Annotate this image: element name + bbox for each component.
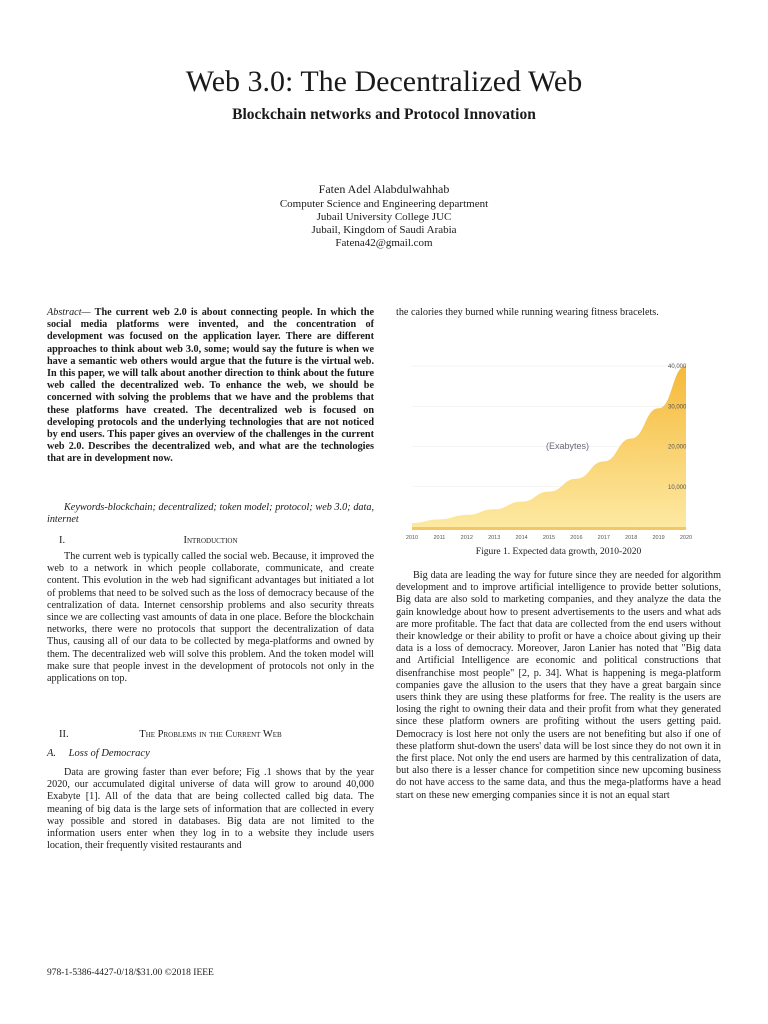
author-name: Faten Adel Alabdulwahhab (318, 182, 450, 196)
figure-data-growth (406, 352, 698, 542)
paper-subtitle: Blockchain networks and Protocol Innovation (232, 106, 536, 123)
section-title: Introduction (183, 535, 238, 546)
x-tick-label: 2017 (597, 535, 610, 541)
copyright-footer: 978-1-5386-4427-0/18/$31.00 ©2018 IEEE (47, 968, 214, 978)
x-tick-label: 2014 (515, 535, 528, 541)
section-number: II. (59, 729, 69, 740)
paper-title: Web 3.0: The Decentralized Web (185, 65, 583, 98)
loss-of-democracy-paragraph: Data are growing faster than ever before; Fig .1 shows that by the year 2020, our accumulated digital universe of data will grow to around 40,000 Exabyte [1]. All of the data that are being collected called big data. The meaning of big data is the large sets of information that are collected in every way possible and stored in databases. Big data are not limited to the information users enter when they log in to a website they include users location, their frequently visited restaurants and (47, 767, 374, 852)
area-base-band (412, 527, 686, 530)
intro-paragraph: The current web is typically called the social web. Because, it improved the web to a network in which people collaborate, communicate, and create content. This evolution in the web had significant advantages but initiated a lot of problems that need to be solved such as the loss of democracy because of the centralization of data. Internet censorship problems and also security threats since we are collecting vast amounts of data in one place. Before the blockchain networks, there were no protocols that support the decentralization of data Thus, causing all of our data to be collected by mega-platforms and owned by them. The decentralized web will solve this problem. And the token model will make sure that people invest in the development of protocols not only in the applications on top. (47, 551, 374, 685)
series-label: (Exabytes) (546, 441, 590, 451)
subsection-title: Loss of Democracy (68, 748, 150, 759)
y-tick-label: 20,000 (668, 444, 687, 451)
y-tick-label: 30,000 (668, 404, 687, 411)
section-number: I. (59, 535, 66, 546)
abstract-label: Abstract— (47, 307, 91, 318)
x-tick-label: 2020 (679, 535, 693, 541)
author-department: Computer Science and Engineering department (279, 198, 489, 210)
section-heading-introduction (47, 534, 374, 547)
subsection-heading-loss-of-democracy (47, 748, 150, 759)
author-location: Jubail, Kingdom of Saudi Arabia (311, 224, 457, 236)
author-email[interactable]: Fatena42@gmail.com (335, 237, 433, 249)
x-tick-label: 2018 (625, 535, 638, 541)
x-tick-label: 2019 (652, 535, 665, 541)
big-data-paragraph: Big data are leading the way for future since they are needed for algorithm development and to improve artificial intelligence to provide better solutions, Big data are also sold to marketing companies, and they analyze the data the gain knowledge about how to present advertisements to the users and what ads are more profitable. The fact that data are collected from the end users without their knowledge or their ability to profit or have a choice about giving up their data is a loss of democracy. Moreover, Jaron Lanier has noted that "Big data and Artificial Intelligence are economic and political constructions that disenfranchise most people" [2, p. 34]. What is happening is mega-platform companies gave the allusion to the users that they have a great bargain since users think they are using these platforms for free. The reality is the users are losing the right to owning their data and their profit from what they generated since these platform owners are profiting without the users getting paid. Democracy is lost here not only the users are not benefiting but also if one of these platform shut-down the users' data will be lost since they do not own it in the first place. Not only the end users are harmed by this centralization of data, but also there is a lesser chance for competition since new upcoming business do not have access to the same data, and thus the mega-platforms have a head start on these new emerging companies since it is not an equal start (396, 570, 721, 801)
x-tick-label: 2015 (542, 535, 556, 541)
x-tick-label: 2016 (570, 535, 583, 541)
x-tick-label: 2011 (433, 535, 446, 541)
right-continuation-paragraph: the calories they burned while running wearing fitness bracelets. (396, 307, 659, 318)
y-tick-label: 40,000 (668, 364, 687, 371)
section-title: The Problems in the Current Web (139, 729, 282, 740)
author-college: Jubail University College JUC (316, 211, 452, 223)
figure-caption: Figure 1. Expected data growth, 2010-2020 (475, 547, 642, 557)
x-tick-label: 2013 (488, 535, 501, 541)
section-heading-problems (47, 728, 374, 741)
data-growth-chart (406, 352, 698, 542)
x-tick-label: 2010 (406, 535, 419, 541)
subsection-letter: A. (47, 748, 57, 759)
keywords: Keywords-blockchain; decentralized; token model; protocol; web 3.0; data, internet (47, 502, 374, 526)
x-tick-label: 2012 (460, 535, 473, 541)
y-tick-label: 10,000 (668, 484, 687, 491)
abstract (47, 307, 374, 466)
abstract-text: The current web 2.0 is about connecting people. In which the social media platforms were invented, and the concentration of development was focused on the application layer. There are different approaches to think about web 3.0, some; would say the future is when we have a semantic web others would argue that the future is the virtual web. In this paper, we will talk about another direction to think about the future web called the decentralized web. To enhance the web, we should be concerned with solving the problems that we have and the problems that these platforms have created. The decentralized web is focused on developing protocols and the underlying technologies that are not noticed by end users. This paper gives an overview of the challenges in the current web 2.0. Describes the decentralized web, and what are the technologies that are in development now. (47, 307, 375, 465)
